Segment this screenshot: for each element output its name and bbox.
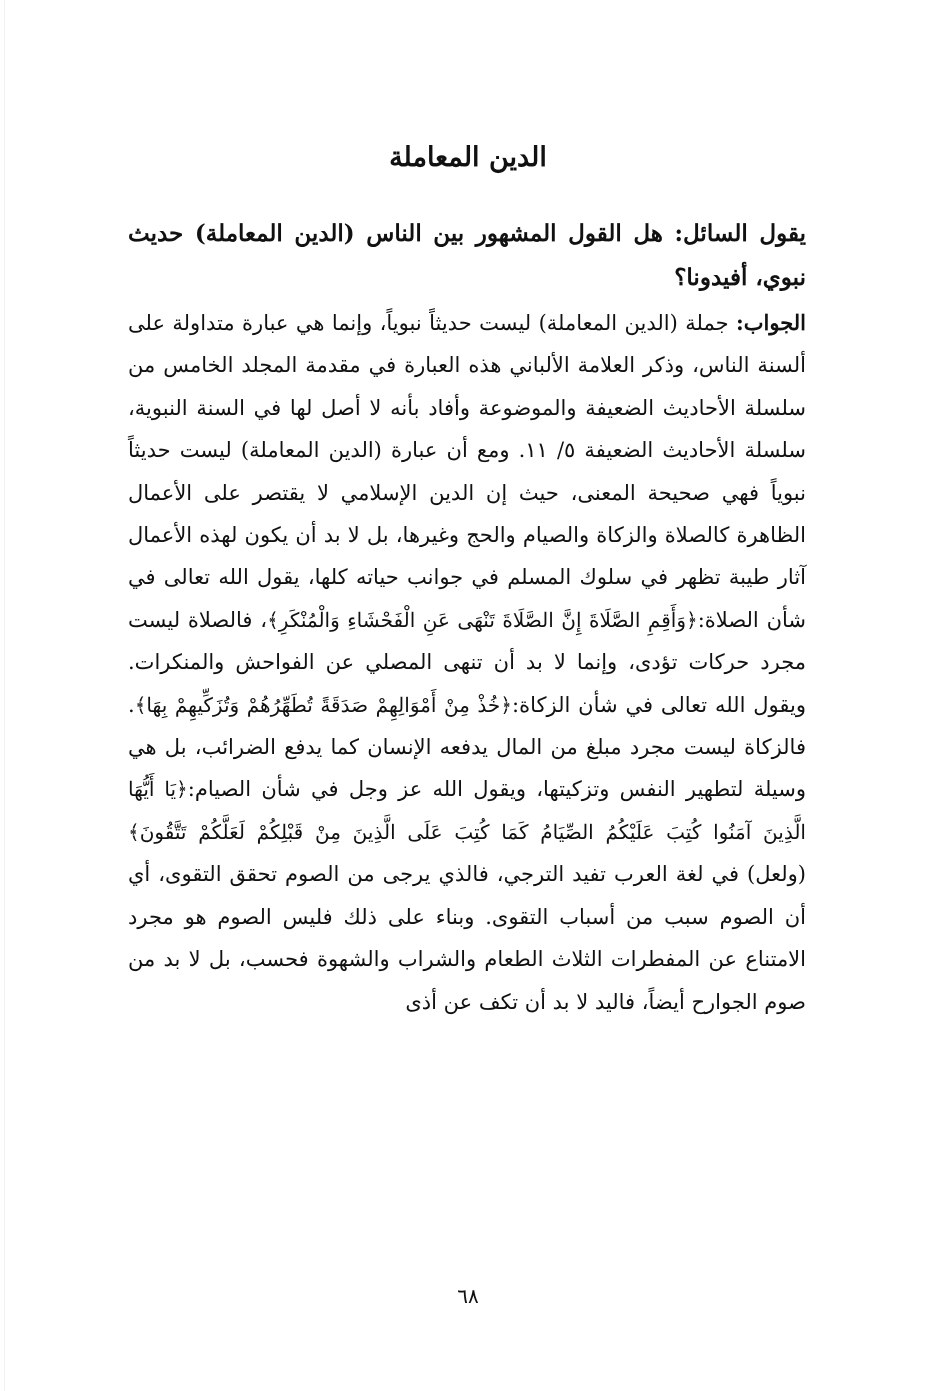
scan-edge: [4, 0, 5, 1391]
answer-label: الجواب:: [736, 310, 806, 335]
page-number: ٦٨: [457, 1284, 479, 1308]
answer-text-part3: . فالزكاة ليست مجرد مبلغ من المال يدفعه الإنسان كما يدفع الضرائب، بل هي وسيلة لتطهير النفس وتزكيتها، ويقول الله عز وجل في شأن الصيام:: [128, 692, 807, 802]
answer-text-part4: (ولعل) في لغة العرب تفيد الترجي، فالذي يرجى من الصوم تحقق التقوى، أي أن الصوم سبب من أسباب التقوى. وبناء على ذلك فليس الصوم هو مجرد الامتناع عن المفطرات الثلاث الطعام والشراب والشهوة فحسب، بل لا بد من صوم الجوارح أيضاً، فاليد لا بد أن تكف عن أذى: [128, 862, 806, 1014]
quran-verse-zakat: ﴿خُذْ مِنْ أَمْوَالِهِمْ صَدَقَةً تُطَهِّرُهُمْ وَتُزَكِّيهِمْ بِهَا﴾: [134, 692, 513, 717]
quran-verse-prayer: ﴿وَأَقِمِ الصَّلَاةَ إِنَّ الصَّلَاةَ تَنْهَى عَنِ الْفَحْشَاءِ وَالْمُنْكَرِ﴾: [267, 607, 698, 632]
answer-paragraph: [128, 302, 806, 1023]
question-paragraph: يقول السائل: هل القول المشهور بين الناس (الدين المعاملة) حديث نبوي، أفيدونا؟: [128, 220, 806, 291]
page-title: الدين المعاملة: [389, 142, 547, 173]
answer-text-part2: ، فالصلاة ليست مجرد حركات تؤدى، وإنما لا بد أن تنهى المصلي عن الفواحش والمنكرات. ويقول الله تعالى في شأن الزكاة:: [128, 607, 806, 717]
quran-verse-fasting: ﴿يَا أَيُّهَا الَّذِينَ آمَنُوا كُتِبَ عَلَيْكُمُ الصِّيَامُ كَمَا كُتِبَ عَلَى الَّذِينَ مِنْ قَبْلِكُمْ لَعَلَّكُمْ تَتَّقُونَ﴾: [128, 777, 806, 844]
answer-text-part1: جملة (الدين المعاملة) ليست حديثاً نبوياً، وإنما هي عبارة متداولة على ألسنة الناس، وذكر العلامة الألباني هذه العبارة في مقدمة المجلد الخامس من سلسلة الأحاديث الضعيفة والموضوعة وأفاد بأنه لا أصل لها في السنة النبوية، سلسلة الأحاديث الضعيفة ٥/ ١١. ومع أن عبارة (الدين المعاملة) ليست حديثاً نبوياً فهي صحيحة المعنى، حيث إن الدين الإسلامي لا يقتصر على الأعمال الظاهرة كالصلاة والزكاة والصيام والحج وغيرها، بل لا بد أن يكون لهذه الأعمال آثار طيبة تظهر في سلوك المسلم في جوانب حياته كلها، يقول الله تعالى في شأن الصلاة:: [128, 311, 806, 632]
